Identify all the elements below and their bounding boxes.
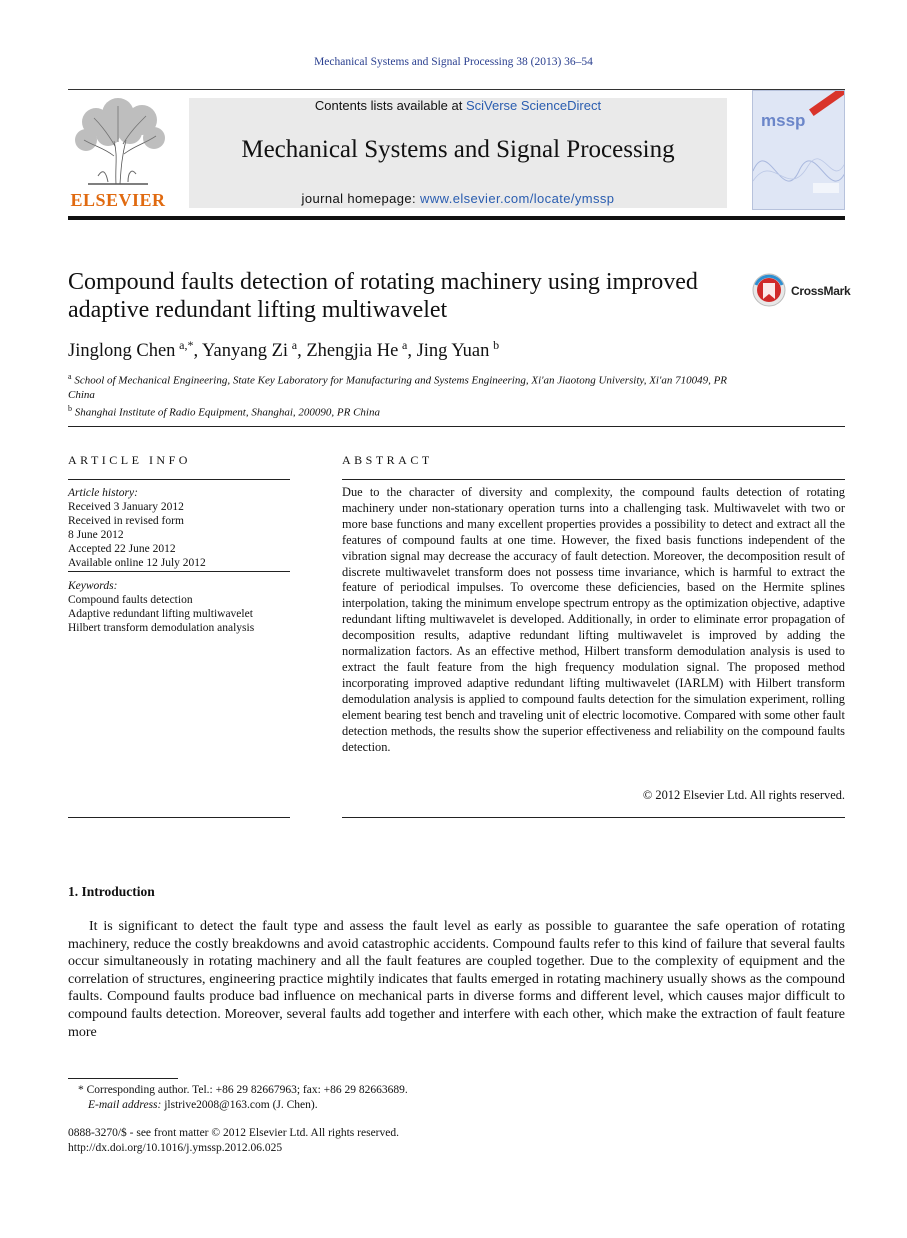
crossmark-label[interactable]: CrossMark	[791, 284, 851, 298]
author-affil-marker: a,*	[179, 338, 194, 352]
contents-prefix: Contents lists available at	[314, 98, 466, 113]
homepage-line	[189, 191, 727, 206]
keyword-item[interactable]: Adaptive redundant lifting multiwavelet	[68, 608, 253, 620]
doi-link[interactable]: http://dx.doi.org/10.1016/j.ymssp.2012.06.025	[68, 1142, 283, 1154]
history-item: Available online 12 July 2012	[68, 557, 206, 569]
abstract-rule	[342, 479, 845, 480]
crossmark-icon[interactable]	[752, 273, 792, 307]
abstract-bottom-rule	[342, 817, 845, 818]
affiliation-item: $^a$ School of Mechanical Engineering, State Key Laboratory for Manufacturing and Systems Engineering, Xi'an Jiaotong University, Xi'an 710049, PR China	[68, 372, 728, 401]
sciencedirect-link[interactable]: SciVerse ScienceDirect	[465, 98, 602, 113]
history-item: Received in revised form	[68, 515, 184, 527]
email-value[interactable]: jlstrive2008@163.com (J. Chen).	[161, 1099, 318, 1111]
publisher-logo-text: ELSEVIER	[70, 190, 166, 210]
affiliation-divider	[68, 426, 845, 427]
journal-citation[interactable]: Mechanical Systems and Signal Processing 38 (2013) 36–54	[314, 56, 593, 68]
author-name[interactable]: Zhengjia He	[306, 341, 399, 362]
abstract-copyright: © 2012 Elsevier Ltd. All rights reserved.	[642, 788, 845, 802]
keywords-block	[68, 579, 290, 635]
introduction-paragraph: It is significant to detect the fault type and assess the fault level as early as possible to guarantee the safe operation of rotating machinery, reduce the costly breakdowns and avoid catastrophic accidents. Compound faults refer to this kind of failure that several faults occur simultaneously in rotating machinery and all the fault features are coupled together. Due to the complexity of equipment and the correlation of structures, engineering practice mightily indicates that faults emerged in rotating machinery usually shows as the compound faults. Compound faults produce bad influence on mechanical parts in diverse forms and different level, which causes major difficult to compound faults detection. Moreover, several faults add together and interfere with each other, which make the extraction of fault feature more	[68, 919, 845, 1040]
keyword-item[interactable]: Hilbert transform demodulation analysis	[68, 622, 255, 634]
corresponding-author-note: * Corresponding author. Tel.: +86 29 82667963; fax: +86 29 82663689.	[78, 1084, 408, 1096]
affiliation-item: $^b$ Shanghai Institute of Radio Equipment, Shanghai, 200090, PR China	[68, 403, 380, 419]
author-affil-marker: b	[493, 338, 500, 352]
author-name[interactable]: Yanyang Zi	[202, 341, 289, 362]
journal-title: Mechanical Systems and Signal Processing	[241, 136, 675, 163]
article-history	[68, 486, 290, 570]
journal-cover-thumbnail	[752, 90, 845, 210]
affiliations	[68, 370, 748, 419]
front-matter-line: 0888-3270/$ - see front matter © 2012 Elsevier Ltd. All rights reserved.	[68, 1127, 399, 1139]
history-label: Article history:	[68, 487, 138, 499]
author-name[interactable]: Jinglong Chen	[68, 341, 176, 362]
cover-red-banner	[809, 90, 845, 116]
keywords-label: Keywords:	[68, 580, 118, 592]
abstract-text: Due to the character of diversity and complexity, the compound faults detection of rotating machinery under non-stationary operation turns into a challenging task. Multiwavelet with two or more base functions and many excellent properties provides a possibility to detect and extract all the features of compound faults at one time. However, the fixed basis functions independent of the vibration signal may decrease the accuracy of fault detection. Moreover, the decomposition result of discrete multiwavelet transform does not possess time invariance, which is harmful to extract the feature of periodical impulses. To overcome these deficiencies, based on the Hermite splines interpolation, taking the minimum envelope spectrum entropy as the optimization objective, adaptive redundant lifting multiwavelet is developed. Additionally, in order to eliminate error propagation of decomposition results, adaptive redundant lifting multiwavelet is improved by adding the normalization factors. As an effective method, Hilbert transform demodulation analysis is used to extract the fault feature from the high frequency modulation signal. The proposed method incorporating improved adaptive redundant lifting multiwavelet (IARLM) with Hilbert transform demodulation analysis is applied to compound faults detection for the simulation experiment, rolling element bearing test bench and traveling unit of electric locomotive. Compared with some other fault detection methods, the results show the superior effectiveness and reliability on the compound faults detection.	[342, 485, 845, 754]
author-name[interactable]: Jing Yuan	[416, 341, 490, 362]
author-affil-marker: a	[291, 338, 298, 352]
section-heading-introduction: 1. Introduction	[68, 884, 155, 899]
header-top-rule	[68, 89, 845, 90]
email-label: E-mail address:	[88, 1099, 162, 1111]
history-item: Received 3 January 2012	[68, 501, 184, 513]
abstract-heading: ABSTRACT	[342, 453, 433, 467]
front-matter	[68, 1126, 399, 1156]
contents-line	[189, 98, 727, 113]
author-affil-marker: a	[402, 338, 408, 352]
homepage-prefix: journal homepage:	[301, 191, 421, 206]
article-title: Compound faults detection of rotating machinery using improved adaptive redundant lifting multiwavelet	[68, 269, 698, 323]
homepage-link[interactable]: www.elsevier.com/locate/ymssp	[420, 191, 615, 206]
cover-wave-graphic-icon	[753, 131, 845, 206]
cover-title: mssp	[761, 111, 806, 130]
history-keywords-rule	[68, 571, 290, 572]
header-bottom-rule	[68, 216, 845, 220]
article-info-bottom-rule	[68, 817, 290, 818]
author-list: Jinglong Chen $^{a,*}$, Yanyang Zi $^a$, Zhengjia He $^a$, Jing Yuan $^b$	[68, 338, 500, 362]
article-info-heading: ARTICLE INFO	[68, 453, 191, 467]
history-item: 8 June 2012	[68, 529, 124, 541]
keyword-item[interactable]: Compound faults detection	[68, 594, 193, 606]
footnote-rule	[68, 1078, 178, 1079]
history-item: Accepted 22 June 2012	[68, 543, 176, 555]
article-info-rule	[68, 479, 290, 480]
email-note	[68, 1099, 318, 1111]
